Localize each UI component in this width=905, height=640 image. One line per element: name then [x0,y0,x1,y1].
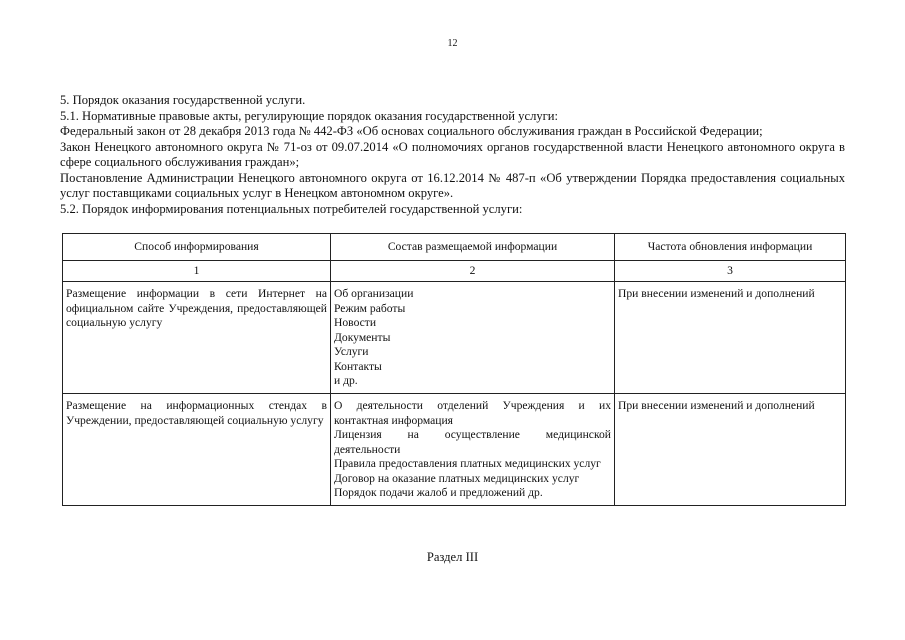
row1-frequency: При внесении изменений и дополнений [615,282,846,394]
resolution-paragraph: Постановление Администрации Ненецкого автономного округа от 16.12.2014 № 487-п «Об утверждении Порядка предоставления социальных услуг поставщиками социальных услуг в Ненецком автономном округе». [60,170,845,200]
regional-law-paragraph: Закон Ненецкого автономного округа № 71-оз от 09.07.2014 «О полномочиях органов государственной власти Ненецкого автономного округа в сфере социального обслуживания граждан»; [60,139,845,169]
page-number: 12 [447,38,458,49]
row1-content-item: Документы [334,330,391,344]
row1-content [331,282,615,394]
row1-content-item: Об организации [334,287,414,300]
row2-content [331,394,615,506]
informing-table [62,233,846,506]
row2-content-item: О деятельности отделений Учреждения и их контактная информация [334,399,611,427]
header-content: Состав размещаемой информации [331,234,615,261]
row2-method: Размещение на информационных стендах в Учреждении, предоставляющей социальную услугу [63,394,331,506]
section-title: Раздел III [426,550,479,564]
row1-content-item: и др. [334,374,358,387]
column-number-1: 1 [63,261,331,282]
table-row [63,394,846,506]
federal-law-paragraph: Федеральный закон от 28 декабря 2013 года № 442-ФЗ «Об основах социального обслуживания граждан в Российской Федерации; [60,124,763,138]
row1-content-item: Режим работы [334,301,406,315]
row1-content-item: Контакты [334,359,382,373]
row1-content-item: Услуги [334,345,369,358]
table-header-row [63,234,846,261]
header-frequency: Частота обновления информации [615,234,846,261]
row2-content-item: Правила предоставления платных медицинских услуг [334,457,601,470]
row2-content-item: Порядок подачи жалоб и предложений др. [334,486,543,499]
table-number-row [63,261,846,282]
legal-acts-heading: 5.1. Нормативные правовые акты, регулирующие порядок оказания государственной услуги: [60,108,559,123]
row2-frequency: При внесении изменений и дополнений [615,394,846,506]
text-block [60,93,845,217]
informing-heading: 5.2. Порядок информирования потенциальных потребителей государственной услуги: [60,201,523,216]
column-number-2: 2 [331,261,615,282]
header-method: Способ информирования [63,234,331,261]
section-heading: 5. Порядок оказания государственной услуги. [60,93,306,107]
column-number-3: 3 [615,261,846,282]
table-row [63,282,846,394]
row2-content-item: Лицензия на осуществление медицинской деятельности [334,428,611,456]
row1-content-item: Новости [334,316,377,329]
row1-method: Размещение информации в сети Интернет на официальном сайте Учреждения, предоставляющей социальную услугу [63,282,331,394]
row2-content-item: Договор на оказание платных медицинских услуг [334,471,580,485]
